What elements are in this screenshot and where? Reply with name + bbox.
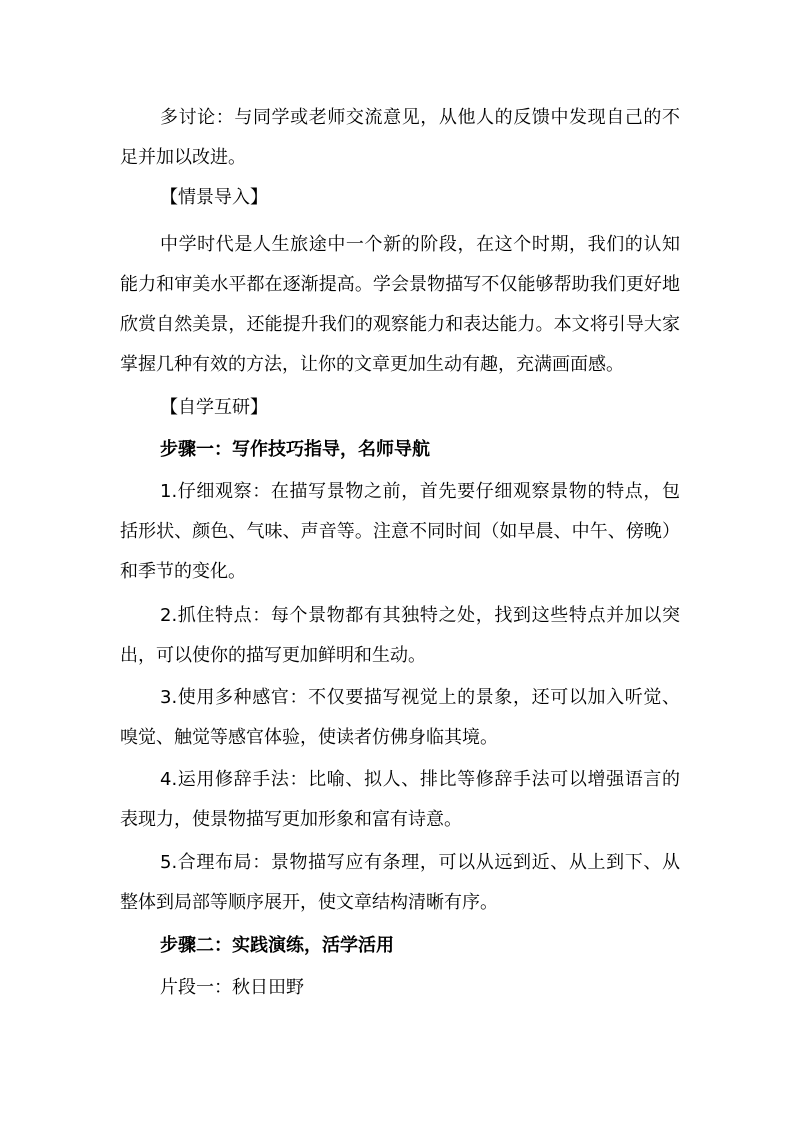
section-heading-scenario: 【情景导入】 — [160, 187, 268, 208]
tip-layout: 5.合理布局：景物描写应有条理，可以从远到近、从上到下、从整体到局部等顺序展开，使文章结构清晰有序。 — [120, 852, 680, 913]
paragraph-intro: 中学时代是人生旅途中一个新的阶段，在这个时期，我们的认知能力和审美水平都在逐渐提高。学会景物描写不仅能够帮助我们更好地欣赏自然美景，还能提升我们的观察能力和表达能力。本文将引导大家掌握几种有效的方法，让你的文章更加生动有趣，充满画面感。 — [120, 234, 680, 375]
step-two-heading: 步骤二：实践演练，活学活用 — [160, 935, 394, 956]
tip-senses: 3.使用多种感官：不仅要描写视觉上的景象，还可以加入听觉、嗅觉、触觉等感官体验，使读者仿佛身临其境。 — [120, 687, 680, 748]
fragment-one-title: 片段一：秋日田野 — [160, 977, 304, 998]
tip-observe: 1.仔细观察：在描写景物之前，首先要仔细观察景物的特点，包括形状、颜色、气味、声音等。注意不同时间（如早晨、中午、傍晚）和季节的变化。 — [120, 481, 680, 582]
step-one-heading: 步骤一：写作技巧指导，名师导航 — [160, 439, 430, 460]
tip-features: 2.抓住特点：每个景物都有其独特之处，找到这些特点并加以突出，可以使你的描写更加鲜明和生动。 — [120, 605, 680, 666]
tip-rhetoric: 4.运用修辞手法：比喻、拟人、排比等修辞手法可以增强语言的表现力，使景物描写更加形象和富有诗意。 — [120, 769, 680, 830]
paragraph-discussion: 多讨论：与同学或老师交流意见，从他人的反馈中发现自己的不足并加以改进。 — [120, 107, 680, 168]
section-heading-self-study: 【自学互研】 — [160, 397, 268, 418]
